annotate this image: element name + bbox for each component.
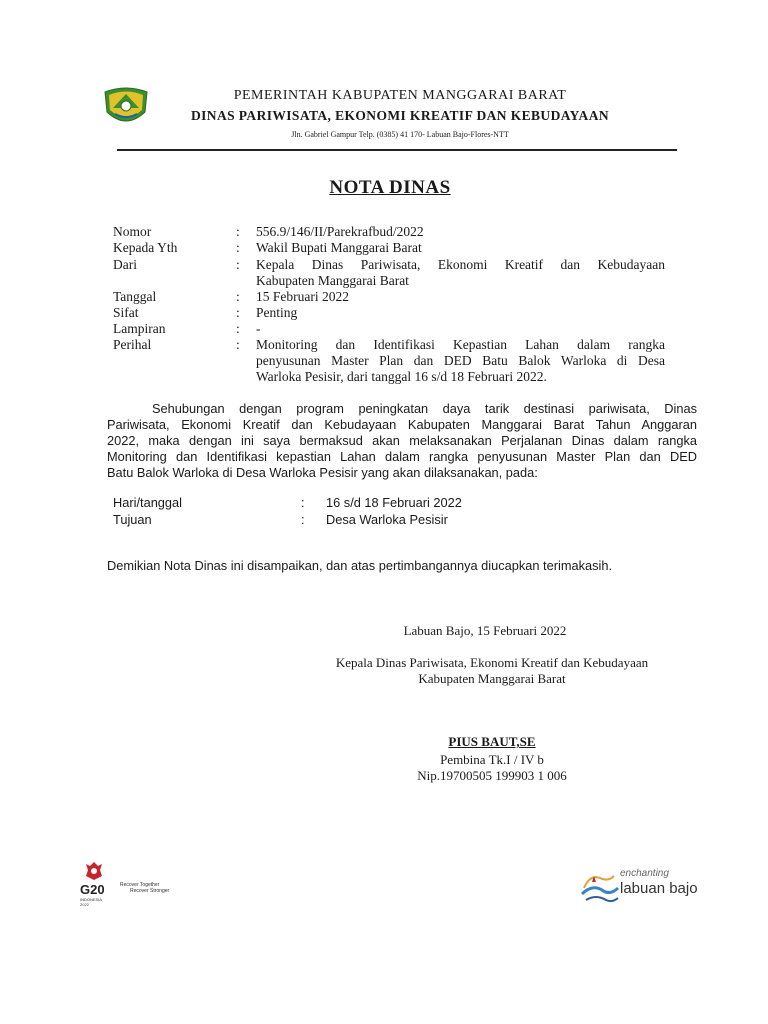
field-label: Dari — [113, 257, 137, 272]
detail-colon: : — [301, 512, 305, 527]
detail-colon: : — [301, 495, 305, 510]
field-value-line: Kabupaten Manggarai Barat — [256, 273, 409, 288]
government-name: PEMERINTAH KABUPATEN MANGGARAI BARAT — [233, 88, 567, 103]
g20-country: INDONESIA — [80, 897, 103, 902]
field-label: Nomor — [113, 224, 152, 239]
field-colon: : — [236, 289, 240, 304]
field-value: 556.9/146/II/Parekrafbud/2022 — [256, 224, 424, 239]
field-colon: : — [236, 321, 240, 336]
field-value — [256, 337, 665, 385]
detail-label: Hari/tanggal — [113, 495, 183, 510]
signatory-name: PIUS BAUT,SE — [448, 734, 536, 749]
labuan-bajo-wordmark: labuan bajo — [620, 880, 698, 897]
field-label: Sifat — [113, 305, 139, 320]
field-colon: : — [236, 337, 240, 352]
body-line: Batu Balok Warloka di Desa Warloka Pesisir yang akan dilaksanakan, pada: — [107, 465, 538, 480]
body-line: Pariwisata, Ekonomi Kreatif dan Kebudayaan Kabupaten Manggarai Barat Tahun Anggaran — [107, 417, 697, 432]
body-line: 2022, maka dengan ini saya bermaksud akan melaksanakan Perjalanan Dinas dalam rangka — [107, 433, 697, 448]
field-colon: : — [236, 257, 240, 272]
g20-tagline-1: Recover Together — [120, 882, 160, 888]
field-value-line: penyusunan Master Plan dan DED Batu Balok Warloka di Desa — [256, 353, 665, 368]
field-label: Perihal — [113, 337, 152, 352]
field-label: Kepada Yth — [113, 240, 178, 255]
labuan-bajo-wave-icon — [580, 870, 620, 906]
signatory-position: Kepala Dinas Pariwisata, Ekonomi Kreatif dan Kebudayaan — [335, 655, 649, 670]
department-name: DINAS PARIWISATA, EKONOMI KREATIF DAN KEBUDAYAAN — [191, 108, 609, 123]
document-title: NOTA DINAS — [329, 177, 451, 198]
signatory-rank: Pembina Tk.I / IV b — [440, 752, 544, 767]
body-paragraph — [107, 401, 697, 481]
g20-logo — [80, 862, 175, 908]
g20-tagline-2: Recover Stronger — [130, 888, 170, 894]
signatory-nip: Nip.19700505 199903 1 006 — [417, 768, 567, 783]
g20-year: 2022 — [80, 902, 89, 907]
field-label: Lampiran — [113, 321, 166, 336]
labuan-bajo-tagline: enchanting — [620, 868, 669, 879]
field-value-line: Warloka Pesisir, dari tanggal 16 s/d 18 Februari 2022. — [256, 369, 547, 384]
field-value — [256, 257, 665, 289]
closing-sentence: Demikian Nota Dinas ini disampaikan, dan atas pertimbangannya diucapkan terimakasih. — [107, 558, 613, 573]
body-line: Sehubungan dengan program peningkatan daya tarik destinasi pariwisata, Dinas — [152, 401, 697, 416]
field-colon: : — [236, 224, 240, 239]
detail-value: Desa Warloka Pesisir — [326, 512, 448, 527]
place-date: Labuan Bajo, 15 Februari 2022 — [403, 623, 567, 638]
field-value: 15 Februari 2022 — [256, 289, 349, 304]
field-colon: : — [236, 240, 240, 255]
body-line: Monitoring dan Identifikasi kepastian Lahan dalam rangka penyusunan Master Plan dan DED — [107, 449, 697, 464]
field-value: Wakil Bupati Manggarai Barat — [256, 240, 422, 255]
g20-text: G20 — [80, 882, 105, 897]
detail-value: 16 s/d 18 Februari 2022 — [326, 495, 462, 510]
department-address: Jln. Gabriel Gampur Telp. (0385) 41 170- Labuan Bajo-Flores-NTT — [291, 130, 509, 139]
field-colon: : — [236, 305, 240, 320]
field-label: Tanggal — [113, 289, 157, 304]
signatory-region: Kabupaten Manggarai Barat — [418, 671, 566, 686]
field-value: Penting — [256, 305, 298, 320]
field-value-line: Monitoring dan Identifikasi Kepastian Lahan dalam rangka — [256, 337, 665, 352]
field-value: - — [256, 321, 261, 336]
detail-label: Tujuan — [113, 512, 152, 527]
labuan-bajo-logo — [580, 868, 710, 908]
field-value-line: Kepala Dinas Pariwisata, Ekonomi Kreatif dan Kebudayaan — [256, 257, 665, 272]
header-divider — [117, 149, 677, 151]
